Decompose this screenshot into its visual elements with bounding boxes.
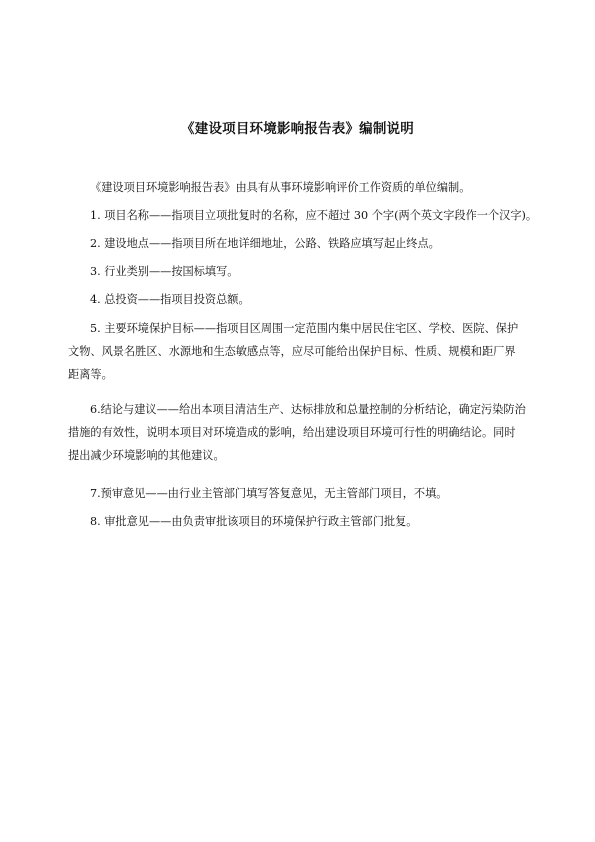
item-line: 6.结论与建议——给出本项目清洁生产、达标排放和总量控制的分析结论，确定污染防治 — [90, 403, 526, 416]
item-preliminary-review — [68, 482, 558, 505]
item-protection-targets — [68, 317, 558, 386]
item-line: 5. 主要环境保护目标——指项目区周围一定范围内集中居民住宅区、学校、医院、保护 — [90, 322, 519, 335]
item-line: 7.预审意见——由行业主管部门填写答复意见，无主管部门项目，不填。 — [90, 487, 448, 500]
item-conclusions — [68, 398, 558, 467]
item-line: 距离等。 — [68, 368, 113, 381]
item-line: 文物、风景名胜区、水源地和生态敏感点等，应尽可能给出保护目标、性质、规模和距厂界 — [68, 345, 516, 358]
document-title: 《建设项目环境影响报告表》编制说明 — [181, 121, 414, 137]
item-line: 措施的有效性，说明本项目对环境造成的影响，给出建设项目环境可行性的明确结论。同时 — [68, 426, 516, 439]
item-industry-category — [68, 260, 558, 283]
item-construction-site — [68, 232, 558, 255]
item-line: 提出减少环境影响的其他建议。 — [68, 449, 225, 462]
intro-line: 《建设项目环境影响报告表》由具有从事环境影响评价工作资质的单位编制。 — [90, 181, 471, 194]
item-total-investment — [68, 288, 558, 311]
intro-paragraph — [68, 176, 558, 199]
item-line: 3. 行业类别——按国标填写。 — [90, 265, 239, 278]
item-project-name — [68, 204, 558, 227]
item-line: 2. 建设地点——指项目所在地详细地址，公路、铁路应填写起止终点。 — [90, 237, 440, 250]
item-line: 8. 审批意见——由负责审批该项目的环境保护行政主管部门批复。 — [90, 515, 418, 528]
item-approval-opinion — [68, 510, 558, 533]
item-line: 1. 项目名称——指项目立项批复时的名称，应不超过 30 个字(两个英文字段作一个汉字)。 — [90, 209, 538, 222]
item-line: 4. 总投资——指项目投资总额。 — [90, 293, 250, 306]
